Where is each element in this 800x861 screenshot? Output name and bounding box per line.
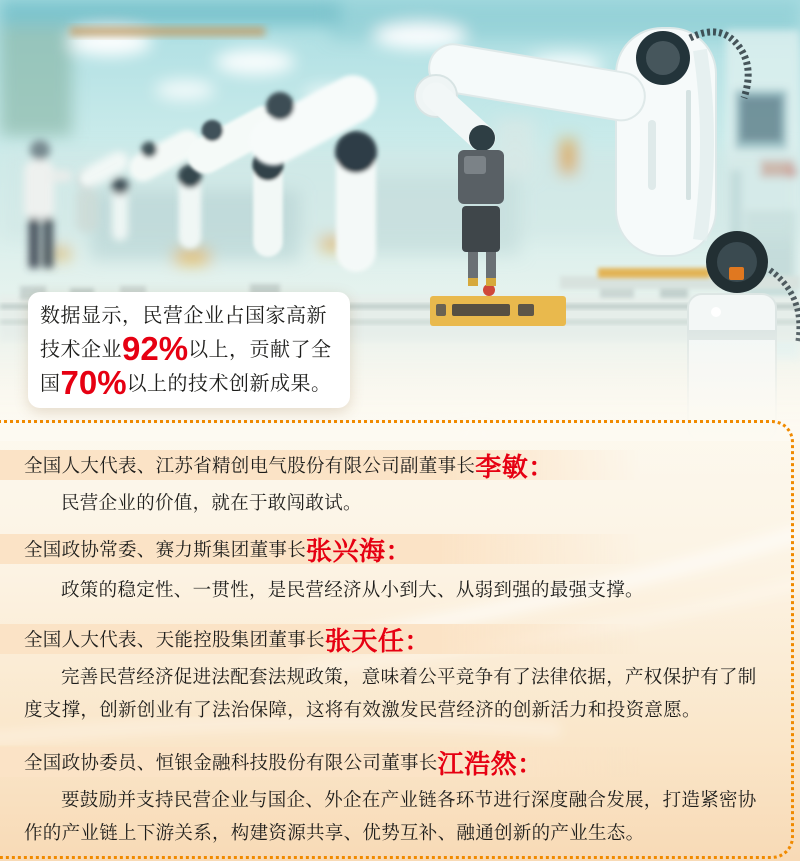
quote-jiang-haoran: 要鼓励并支持民营企业与国企、外企在产业链各环节进行深度融合发展，打造紧密协作的产业链上下游关系，构建资源共享、优势互补、融通创新的产业生态。 (24, 789, 757, 843)
statistic-value-70: 70% (60, 364, 127, 401)
statistic-value-92: 92% (122, 330, 189, 367)
yellow-pallet (430, 296, 566, 326)
statistic-text-part3: 以上的技术创新成果。 (126, 373, 332, 395)
speaker-name: 张天任： (324, 625, 431, 656)
quotes-section (0, 440, 800, 849)
statistic-text (40, 305, 332, 401)
speaker-title: 全国人大代表、江苏省精创电气股份有限公司副董事长 (24, 455, 476, 476)
speaker-name: 江浩然： (437, 748, 544, 779)
speaker-title: 全国政协委员、恒银金融科技股份有限公司董事长 (24, 752, 438, 773)
statistic-callout-box (28, 292, 350, 408)
speaker-row-li-min (0, 450, 800, 480)
quote-zhang-tianren: 完善民营经济促进法配套法规政策，意味着公平竞争有了法律依据，产权保护有了制度支撑，创新创业有了法治保障，这将有效激发民营经济的创新活力和投资意愿。 (24, 666, 757, 720)
speaker-row-zhang-tianren (0, 624, 800, 654)
statistic-text-part1: 数据显示，民营企业占国家高新技术企业 (40, 305, 327, 361)
speaker-row-zhang-xinghai (0, 534, 800, 564)
speaker-title: 全国政协常委、赛力斯集团董事长 (24, 539, 307, 560)
speaker-row-jiang-haoran (0, 747, 800, 777)
speaker-name: 李敏： (475, 451, 555, 482)
speaker-title: 全国人大代表、天能控股集团董事长 (24, 629, 325, 650)
quote-zhang-xinghai: 政策的稳定性、一贯性，是民营经济从小到大、从弱到强的最强支撑。 (61, 579, 644, 600)
statistic-text-part2: 以上，贡献了全国 (40, 339, 332, 395)
speaker-name: 张兴海： (306, 535, 413, 566)
quote-li-min: 民营企业的价值，就在于敢闯敢试。 (61, 492, 362, 513)
